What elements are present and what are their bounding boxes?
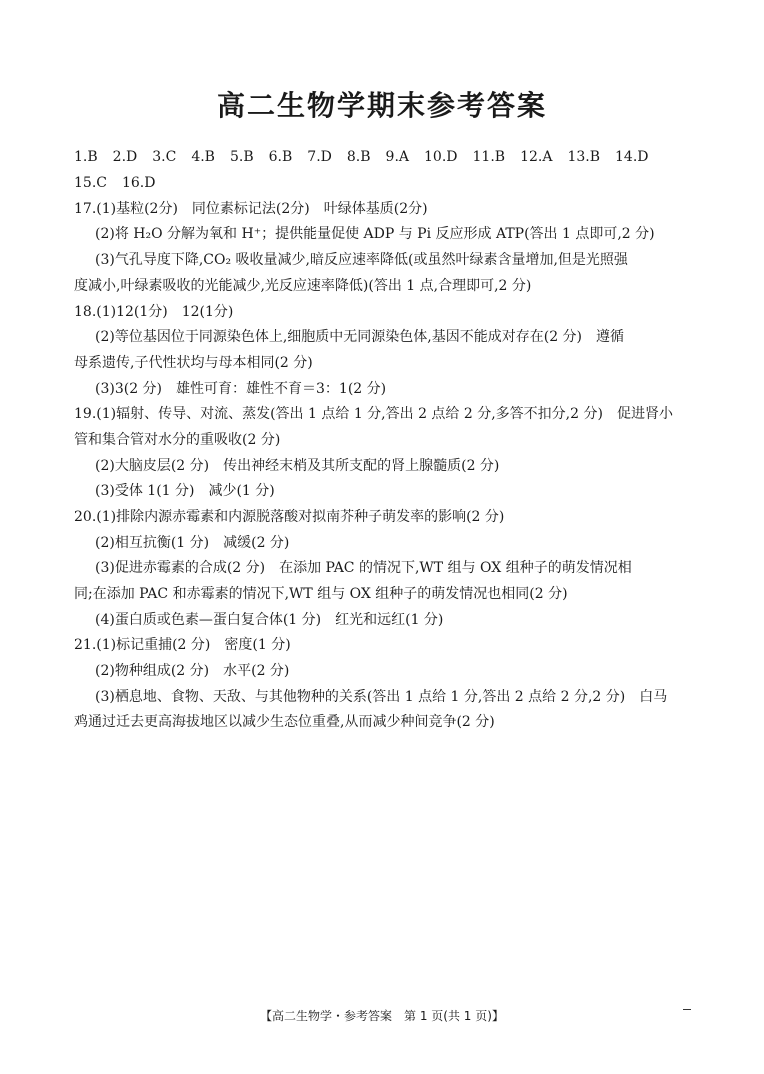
page-title: 高二生物学期末参考答案: [216, 89, 547, 122]
q20-line-4: 同;在添加 PAC 和赤霉素的情况下,WT 组与 OX 组种子的萌发情况也相同(2 分): [74, 586, 568, 602]
mc-answers-row-2: [74, 171, 170, 197]
mc-answer: 9.A: [385, 149, 410, 165]
mc-answer: 15.C: [74, 175, 107, 191]
mc-answers-row-1: [74, 145, 664, 171]
q18-line-2: (2)等位基因位于同源染色体上,细胞质中无同源染色体,基因不能成对存在(2 分) 遵循: [95, 329, 625, 345]
q17-line-1: 17.(1)基粒(2分) 同位素标记法(2分) 叶绿体基质(2分): [74, 201, 428, 217]
q19-line-1: 19.(1)辐射、传导、对流、蒸发(答出 1 点给 1 分,答出 2 点给 2 分,多答不扣分,2 分) 促进肾小: [74, 406, 673, 422]
q20-line-5: (4)蛋白质或色素—蛋白复合体(1 分) 红光和远红(1 分): [95, 612, 444, 628]
q20-line-1: 20.(1)排除内源赤霉素和内源脱落酸对拟南芥种子萌发率的影响(2 分): [74, 509, 505, 525]
q17-line-2: (2)将 H₂O 分解为氧和 H⁺；提供能量促使 ADP 与 Pi 反应形成 ATP(答出 1 点即可,2 分): [95, 226, 655, 242]
mc-answer: 8.B: [346, 149, 371, 165]
mc-answer: 6.B: [268, 149, 293, 165]
q17-line-3: (3)气孔导度下降,CO₂ 吸收量减少,暗反应速率降低(或虽然叶绿素含量增加,但是光照强: [95, 252, 628, 268]
mc-answer: 2.D: [112, 149, 138, 165]
mc-answer: 3.C: [152, 149, 177, 165]
q21-line-1: 21.(1)标记重捕(2 分) 密度(1 分): [74, 637, 291, 653]
q18-line-3: 母系遗传,子代性状均与母本相同(2 分): [74, 355, 313, 371]
q18-line-1: 18.(1)12(1分) 12(1分): [74, 304, 234, 320]
q20-line-3: (3)促进赤霉素的合成(2 分) 在添加 PAC 的情况下,WT 组与 OX 组种子的萌发情况相: [95, 560, 632, 576]
mc-answer: 7.D: [307, 149, 332, 165]
q18-line-4: (3)3(2 分) 雄性可育：雄性不育＝3：1(2 分): [95, 381, 387, 397]
q21-line-4: 鸡通过迁去更高海拔地区以减少生态位重叠,从而减少种间竞争(2 分): [74, 714, 495, 730]
mc-answer: 11.B: [472, 149, 506, 165]
mc-answer: 12.A: [520, 149, 553, 165]
q20-line-2: (2)相互抗衡(1 分) 减缓(2 分): [95, 535, 290, 551]
mc-answer: 14.D: [615, 149, 649, 165]
mc-answer: 5.B: [229, 149, 254, 165]
mc-answer: 1.B: [74, 149, 98, 165]
mc-answer: 10.D: [424, 149, 458, 165]
q19-line-4: (3)受体 1(1 分) 减少(1 分): [95, 483, 275, 499]
q19-line-3: (2)大脑皮层(2 分) 传出神经末梢及其所支配的肾上腺髓质(2 分): [95, 458, 500, 474]
footer-dash-mark: [683, 1009, 691, 1010]
q21-line-2: (2)物种组成(2 分) 水平(2 分): [95, 663, 290, 679]
q21-line-3: (3)栖息地、食物、天敌、与其他物种的关系(答出 1 点给 1 分,答出 2 点给 2 分,2 分) 白马: [95, 689, 668, 705]
q19-line-2: 管和集合管对水分的重吸收(2 分): [74, 432, 281, 448]
mc-answer: 4.B: [191, 149, 215, 165]
mc-answer: 13.B: [567, 149, 601, 165]
q17-line-4: 度减小,叶绿素吸收的光能减少,光反应速率降低)(答出 1 点,合理即可,2 分): [74, 278, 532, 294]
page-footer: 【高二生物学・参考答案 第 1 页(共 1 页)】: [260, 1009, 504, 1023]
mc-answer: 16.D: [121, 175, 156, 191]
